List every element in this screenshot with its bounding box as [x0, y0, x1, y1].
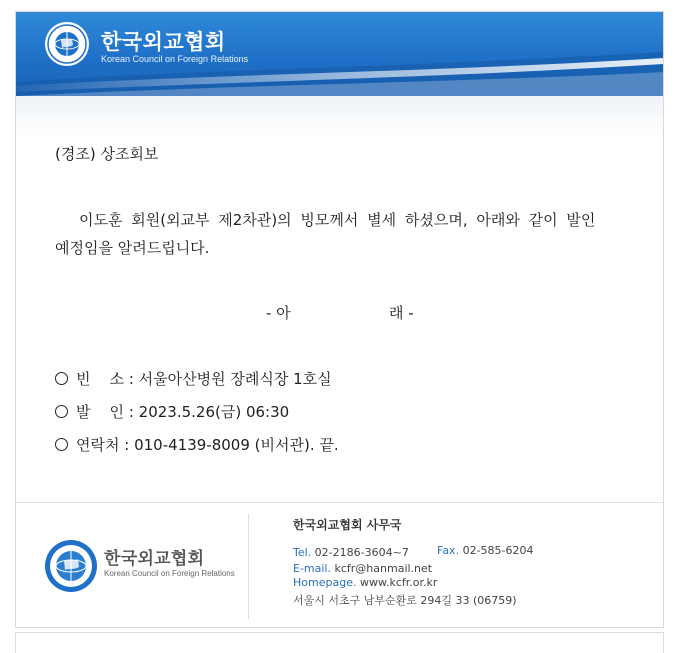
- footer-vertical-divider: [248, 514, 249, 619]
- circle-bullet-icon: [55, 372, 68, 385]
- body-line-1-text: 이도훈 회원(외교부 제2차관)의 빙모께서 별세 하셨으며, 아래와 같이 발인: [79, 211, 596, 229]
- homepage-label: Homepage.: [293, 576, 357, 589]
- detail-value: 2023.5.26(금) 06:30: [138, 403, 290, 421]
- footer-org-name: 한국외교협회: [104, 549, 205, 569]
- email-frame: [15, 11, 664, 628]
- footer-org-english: Korean Council on Foreign Relations: [104, 569, 235, 578]
- tel-label: Tel.: [293, 546, 312, 559]
- detail-value: 서울아산병원 장례식장 1호실: [138, 370, 332, 388]
- circle-bullet-icon: [55, 405, 68, 418]
- office-name: 한국외교협회 사무국: [293, 518, 402, 532]
- body-line-2: 예정임을 알려드립니다.: [55, 239, 210, 257]
- header-org-english: Korean Council on Foreign Relations: [101, 54, 249, 64]
- header-org-name: 한국외교협회: [101, 30, 226, 54]
- bottom-frame-edge: [15, 632, 664, 653]
- fax-line: [437, 544, 534, 557]
- email-value[interactable]: kcfr@hanmail.net: [334, 562, 433, 575]
- detail-item-venue: 빈 소 : 서울아산병원 장례식장 1호실: [55, 368, 332, 389]
- tel-line: [293, 546, 409, 559]
- detail-item-contact: 연락처 : 010-4139-8009 (비서관). 끝.: [55, 434, 339, 455]
- kcfr-emblem-icon: [44, 21, 90, 67]
- header-fade: [16, 96, 663, 136]
- detail-label: 발 인: [76, 403, 125, 421]
- email-line: [293, 562, 432, 575]
- detail-label: 연락처: [76, 436, 120, 454]
- fax-value: 02-585-6204: [462, 544, 534, 557]
- greeting-line: (경조) 상조회보: [55, 145, 159, 163]
- footer-emblem-icon: [44, 539, 98, 593]
- section-heading-left: - 아: [266, 304, 291, 322]
- detail-label: 빈 소: [76, 370, 125, 388]
- header-banner: [16, 12, 663, 96]
- homepage-value[interactable]: www.kcfr.or.kr: [359, 576, 438, 589]
- section-heading-right: 래 -: [389, 304, 414, 322]
- circle-bullet-icon: [55, 438, 68, 451]
- footer-divider: [16, 502, 663, 503]
- fax-label: Fax.: [437, 544, 460, 557]
- email-label: E-mail.: [293, 562, 331, 575]
- homepage-line: [293, 576, 437, 589]
- detail-value: 010-4139-8009 (비서관). 끝.: [134, 436, 339, 454]
- detail-item-departure: 발 인 : 2023.5.26(금) 06:30: [55, 401, 289, 422]
- address-line: 서울시 서초구 남부순환로 294길 33 (06759): [293, 594, 517, 607]
- tel-value: 02-2186-3604~7: [314, 546, 409, 559]
- body-line-1: [79, 209, 595, 230]
